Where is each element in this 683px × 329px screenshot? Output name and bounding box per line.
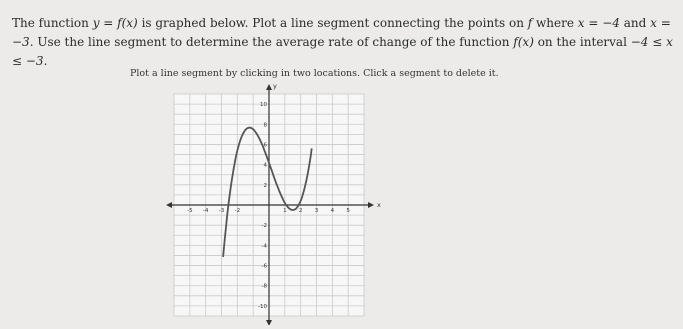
y-tick-label: 10: [260, 102, 267, 109]
x-tick-label: -5: [187, 208, 193, 214]
y-tick-label: 2: [263, 182, 267, 189]
x-axis-arrow-right: [368, 202, 374, 208]
x-tick-label: 4: [330, 208, 335, 214]
x-tick-label: 3: [314, 208, 319, 214]
x-tick-label: 1: [283, 208, 287, 214]
math-x-start: x = −4: [577, 16, 620, 30]
question-text-part: . Use the line segment to determine the average rate of change of the function: [29, 35, 514, 49]
y-tick-label: 8: [263, 122, 267, 129]
y-tick-label: 6: [263, 142, 267, 149]
question-text-part: is graphed below. Plot a line segment connecting the points on: [137, 16, 528, 30]
question-text-part: and: [619, 16, 651, 30]
question-text-part: on the interval: [533, 35, 631, 49]
y-tick-label: 4: [263, 162, 267, 169]
graph-canvas[interactable]: [150, 82, 390, 325]
y-axis-label: y: [273, 82, 277, 90]
x-axis-arrow-left: [166, 202, 172, 208]
question-text-part: The function: [12, 16, 93, 30]
x-tick-label: 2: [298, 208, 303, 214]
math-fx: f(x): [513, 35, 534, 49]
x-tick-label: -2: [234, 208, 241, 214]
y-axis-arrow-down: [266, 320, 272, 325]
question-text-part: .: [43, 54, 48, 68]
x-tick-label: -3: [218, 208, 225, 214]
question-text: [12, 14, 677, 71]
question-text-part: where: [532, 16, 578, 30]
y-tick-label: -6: [261, 263, 267, 270]
x-axis-label: x: [377, 201, 381, 209]
math-x-end: x = −3: [12, 16, 671, 49]
math-f: f: [527, 16, 533, 30]
math-function-notation: y = f(x): [92, 16, 138, 30]
y-tick-label: -2: [261, 223, 267, 230]
y-axis-arrow-up: [266, 84, 272, 90]
graph-container[interactable]: [150, 82, 390, 325]
y-tick-label: -8: [261, 283, 267, 290]
x-tick-label: -4: [202, 208, 209, 214]
y-tick-label: -4: [261, 243, 267, 250]
x-tick-label: 5: [346, 208, 350, 214]
math-interval: −4 ≤ x ≤ −3: [12, 35, 673, 68]
y-tick-label: -10: [258, 303, 267, 310]
graph-instruction: Plot a line segment by clicking in two locations. Click a segment to delete it.: [130, 68, 499, 79]
